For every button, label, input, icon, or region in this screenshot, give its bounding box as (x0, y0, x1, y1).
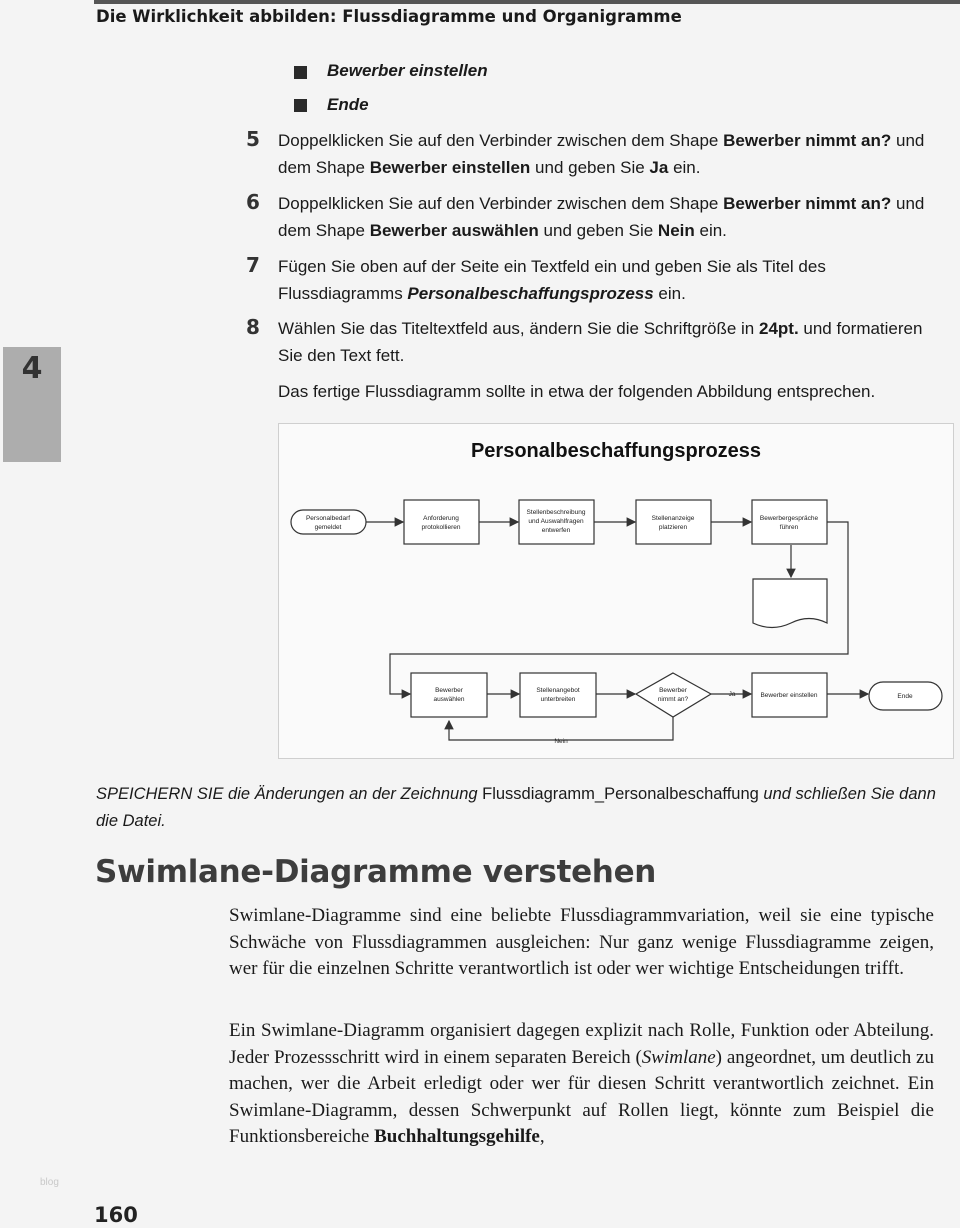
shape-label: Bewerbergespräche führen (759, 515, 819, 531)
emphasis-text: Bewerber auswählen (369, 221, 539, 240)
text-run: ein. (653, 284, 686, 303)
shape-label: Stellenanzeige platzieren (651, 515, 695, 531)
connector-label-yes: Ja (728, 691, 736, 698)
step-number: 6 (246, 190, 260, 214)
chapter-number: 4 (21, 351, 43, 386)
shape-label: Bewerber einstellen (760, 692, 818, 699)
text-run: , (539, 1126, 545, 1147)
save-filename: Flussdiagramm_Personalbeschaffung (482, 785, 759, 803)
shape-label: Personalbedarf gemeldet (305, 515, 351, 531)
text-run: ein. (668, 158, 701, 177)
step-number: 5 (246, 127, 260, 151)
bullet-square-icon (294, 66, 307, 79)
emphasis-text: Bewerber einstellen (369, 158, 531, 177)
text-run: und formatieren Sie den Text fett. (278, 319, 923, 365)
header-rule (94, 0, 960, 4)
shape-label: Ende (897, 693, 913, 700)
flowchart-figure (278, 423, 954, 759)
process-box (636, 500, 711, 544)
text-run: Fügen Sie oben auf der Seite ein Textfeld ein und geben Sie als Titel des Flussdiagramms (278, 257, 826, 303)
text-run: Wählen Sie das Titeltextfeld aus, ändern Sie die Schriftgröße in (278, 319, 759, 338)
emphasis-text: Ja (649, 158, 669, 177)
step-number: 7 (246, 253, 260, 277)
process-box (752, 500, 827, 544)
shape-label: Stellenbeschreibung und Auswahlfragen entwerfen (526, 509, 586, 534)
section-heading: Swimlane-Diagramme verstehen (95, 854, 657, 890)
emphasis-text: Buchhaltungsgehilfe (374, 1126, 540, 1147)
emphasis-text: 24pt. (758, 319, 799, 338)
emphasis-text: Nein (657, 221, 695, 240)
text-run: und geben Sie (530, 158, 650, 177)
body-paragraph (229, 1018, 934, 1151)
text-run: ein. (694, 221, 727, 240)
emphasis-text: Bewerber nimmt an? (723, 131, 892, 150)
emphasis-text: Bewerber nimmt an? (723, 194, 892, 213)
save-suffix: und schließen Sie dann die Datei. (96, 785, 936, 830)
process-box (520, 673, 596, 717)
body-paragraph: Swimlane-Diagramme sind eine beliebte Flussdiagrammvariation, weil sie eine typische Schwäche von Flussdiagrammen ausgleichen: Nur ganz wenige Flussdiagramme zeigen, wer für die einzelnen Schritte verantwortlich ist oder wer wichtige Entscheidungen trifft. (229, 905, 934, 979)
save-prefix: SPEICHERN SIE die Änderungen an der Zeichnung (96, 785, 483, 803)
text-run: Doppelklicken Sie auf den Verbinder zwischen dem Shape (278, 131, 724, 150)
shape-label: Stellenangebot unterbreiten (536, 687, 580, 703)
bullet-item: Ende (327, 95, 369, 114)
step-text (278, 253, 950, 307)
flowchart-svg (279, 424, 953, 758)
text-run: und dem Shape (278, 194, 925, 240)
page-number: 160 (94, 1203, 138, 1227)
step-text (278, 190, 950, 244)
shape-label: Bewerber nimmt an? (657, 687, 689, 703)
shape-label: Bewerber auswählen (433, 687, 465, 703)
step-text (278, 127, 950, 181)
process-box (411, 673, 487, 717)
decision-diamond (636, 673, 711, 717)
text-run: und geben Sie (538, 221, 658, 240)
text-run: Doppelklicken Sie auf den Verbinder zwischen dem Shape (278, 194, 724, 213)
emphasis-text: Personalbeschaffungsprozess (407, 284, 654, 303)
text-run: ) angeordnet, um deutlich zu machen, wer die Arbeit erledigt oder wer für diesen Schritt verantwortlich zeichnet. Ein Swimlane-Diagramm, dessen Schwerpunkt auf Rollen liegt, könnte zum Beispiel die Funktionsbereiche (229, 1046, 934, 1147)
connector-label-no: Nein (554, 738, 568, 745)
bullet-item: Bewerber einstellen (327, 61, 488, 80)
text-run: Ein Swimlane-Diagramm organisiert dagegen explizit nach Rolle, Funktion oder Abteilung. Jeder Prozessschritt wird in einem separaten Bereich ( (229, 1020, 934, 1068)
watermark: blog (40, 1177, 59, 1188)
process-box (404, 500, 479, 544)
running-header: Die Wirklichkeit abbilden: Flussdiagramme und Organigramme (96, 7, 682, 26)
bullet-square-icon (294, 99, 307, 112)
diagram-title: Personalbeschaffungsprozess (470, 440, 762, 462)
figure-intro: Das fertige Flussdiagramm sollte in etwa der folgenden Abbildung entsprechen. (278, 382, 876, 401)
shape-label: Anforderung protokollieren (421, 515, 461, 531)
step-number: 8 (246, 315, 260, 339)
save-instruction (96, 781, 956, 835)
document-shape (753, 579, 827, 628)
step-text (278, 315, 950, 369)
italic-text: Swimlane (641, 1046, 716, 1068)
text-run: und dem Shape (278, 131, 925, 177)
chapter-tab (3, 347, 61, 462)
